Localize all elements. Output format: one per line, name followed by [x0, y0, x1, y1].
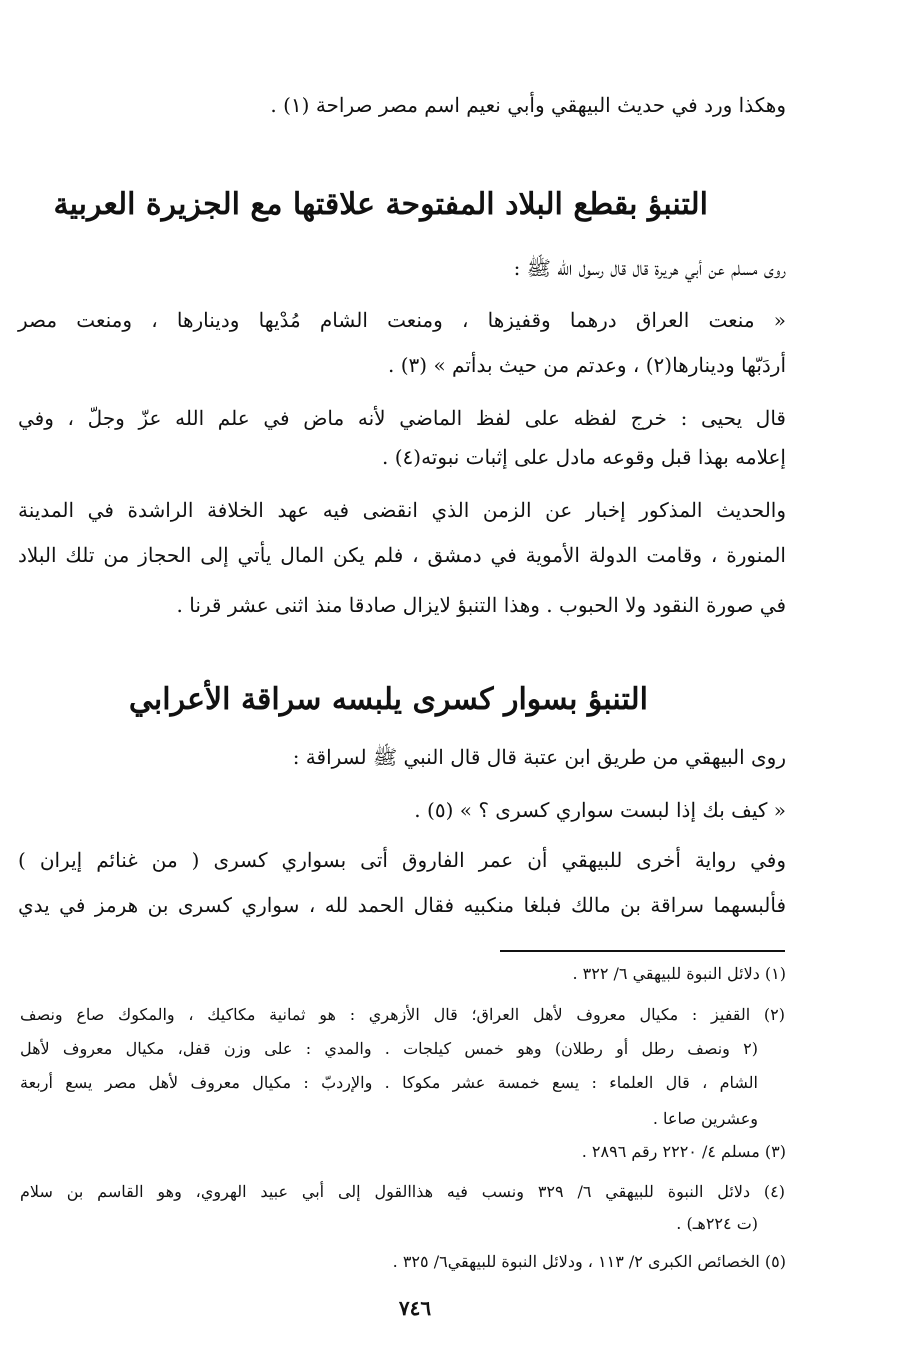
paragraph-line: إعلامه بهذا قبل وقوعه مادل على إثبات نبوته(٤) . [381, 445, 786, 469]
footnote: (٣) مسلم ٤/ ٢٢٢٠ رقم ٢٨٩٦ . [581, 1142, 786, 1161]
intro-line: وهكذا ورد في حديث البيهقي وأبي نعيم اسم مصر صراحة (١) . [270, 93, 786, 117]
paragraph-line: قال يحيى : خرج لفظه على لفظ الماضي لأنه ماض في علم الله عزّ وجلّ ، وفي [18, 406, 786, 430]
section-heading-1: التنبؤ بقطع البلاد المفتوحة علاقتها مع الجزيرة العربية [53, 187, 708, 222]
paragraph-line: روى البيهقي من طريق ابن عتبة قال قال النبي ﷺ لسراقة : [292, 745, 786, 769]
quote-line: « كيف بك إذا لبست سواري كسرى ؟ » (٥) . [414, 798, 786, 822]
footnote: (٥) الخصائص الكبرى ٢/ ١١٣ ، ودلائل النبوة للبيهقي٦/ ٣٢٥ . [392, 1252, 786, 1271]
section-heading-2: التنبؤ بسوار كسرى يلبسه سراقة الأعرابي [128, 682, 648, 717]
footnote: (٢) القفيز : مكيال معروف لأهل العراق؛ قال الأزهري : هو ثمانية مكاكيك ، والمكوك صاع ونصف [20, 1005, 785, 1024]
paragraph-line: أردَبّها ودينارها(٢) ، وعدتم من حيث بدأتم » (٣) . [388, 353, 786, 377]
paragraph-line: والحديث المذكور إخبار عن الزمن الذي انقضى فيه عهد الخلافة الراشدة في المدينة [18, 498, 786, 522]
footnote-divider [500, 950, 785, 952]
page-number: ٧٤٦ [398, 1296, 432, 1320]
paragraph-line: في صورة النقود ولا الحبوب . وهذا التنبؤ لايزال صادقا منذ اثنى عشر قرنا . [176, 593, 786, 617]
paragraph-line: فألبسهما سراقة بن مالك فبلغا منكبيه فقال الحمد لله ، سواري كسرى بن هرمز في يدي [18, 893, 786, 917]
paragraph-line: « منعت العراق درهما وقفيزها ، ومنعت الشام مُدْيها ودينارها ، ومنعت مصر [18, 308, 786, 332]
footnote: (١) دلائل النبوة للبيهقي ٦/ ٣٢٢ . [572, 964, 786, 983]
footnote: وعشرين صاعا . [652, 1109, 758, 1128]
paragraph-line: المنورة ، وقامت الدولة الأموية في دمشق ، فلم يكن المال يأتي إلى الحجاز من تلك البلاد [18, 543, 786, 567]
footnote: (ت ٢٢٤هـ) . [676, 1214, 758, 1233]
footnote: (٢ ونصف رطل أو رطلان) وهو خمس كيلجات . والمدي : على وزن قفل، مكيال معروف لأهل [20, 1039, 758, 1058]
footnote: الشام ، قال العلماء : يسع خمسة عشر مكوكا . والإردبّ : مكيال معروف لأهل مصر يسع أربعة [20, 1073, 758, 1092]
paragraph-line: وفي رواية أخرى للبيهقي أن عمر الفاروق أتى بسواري كسرى ( من غنائم إيران ) [18, 848, 786, 872]
paragraph-line: روى مسلم عن أبي هريرة قال قال رسول الله ﷺ : [513, 256, 786, 280]
footnote: (٤) دلائل النبوة للبيهقي ٦/ ٣٢٩ ونسب فيه هذاالقول إلى أبي عبيد الهروي، وهو القاسم بن سلام [20, 1182, 786, 1201]
